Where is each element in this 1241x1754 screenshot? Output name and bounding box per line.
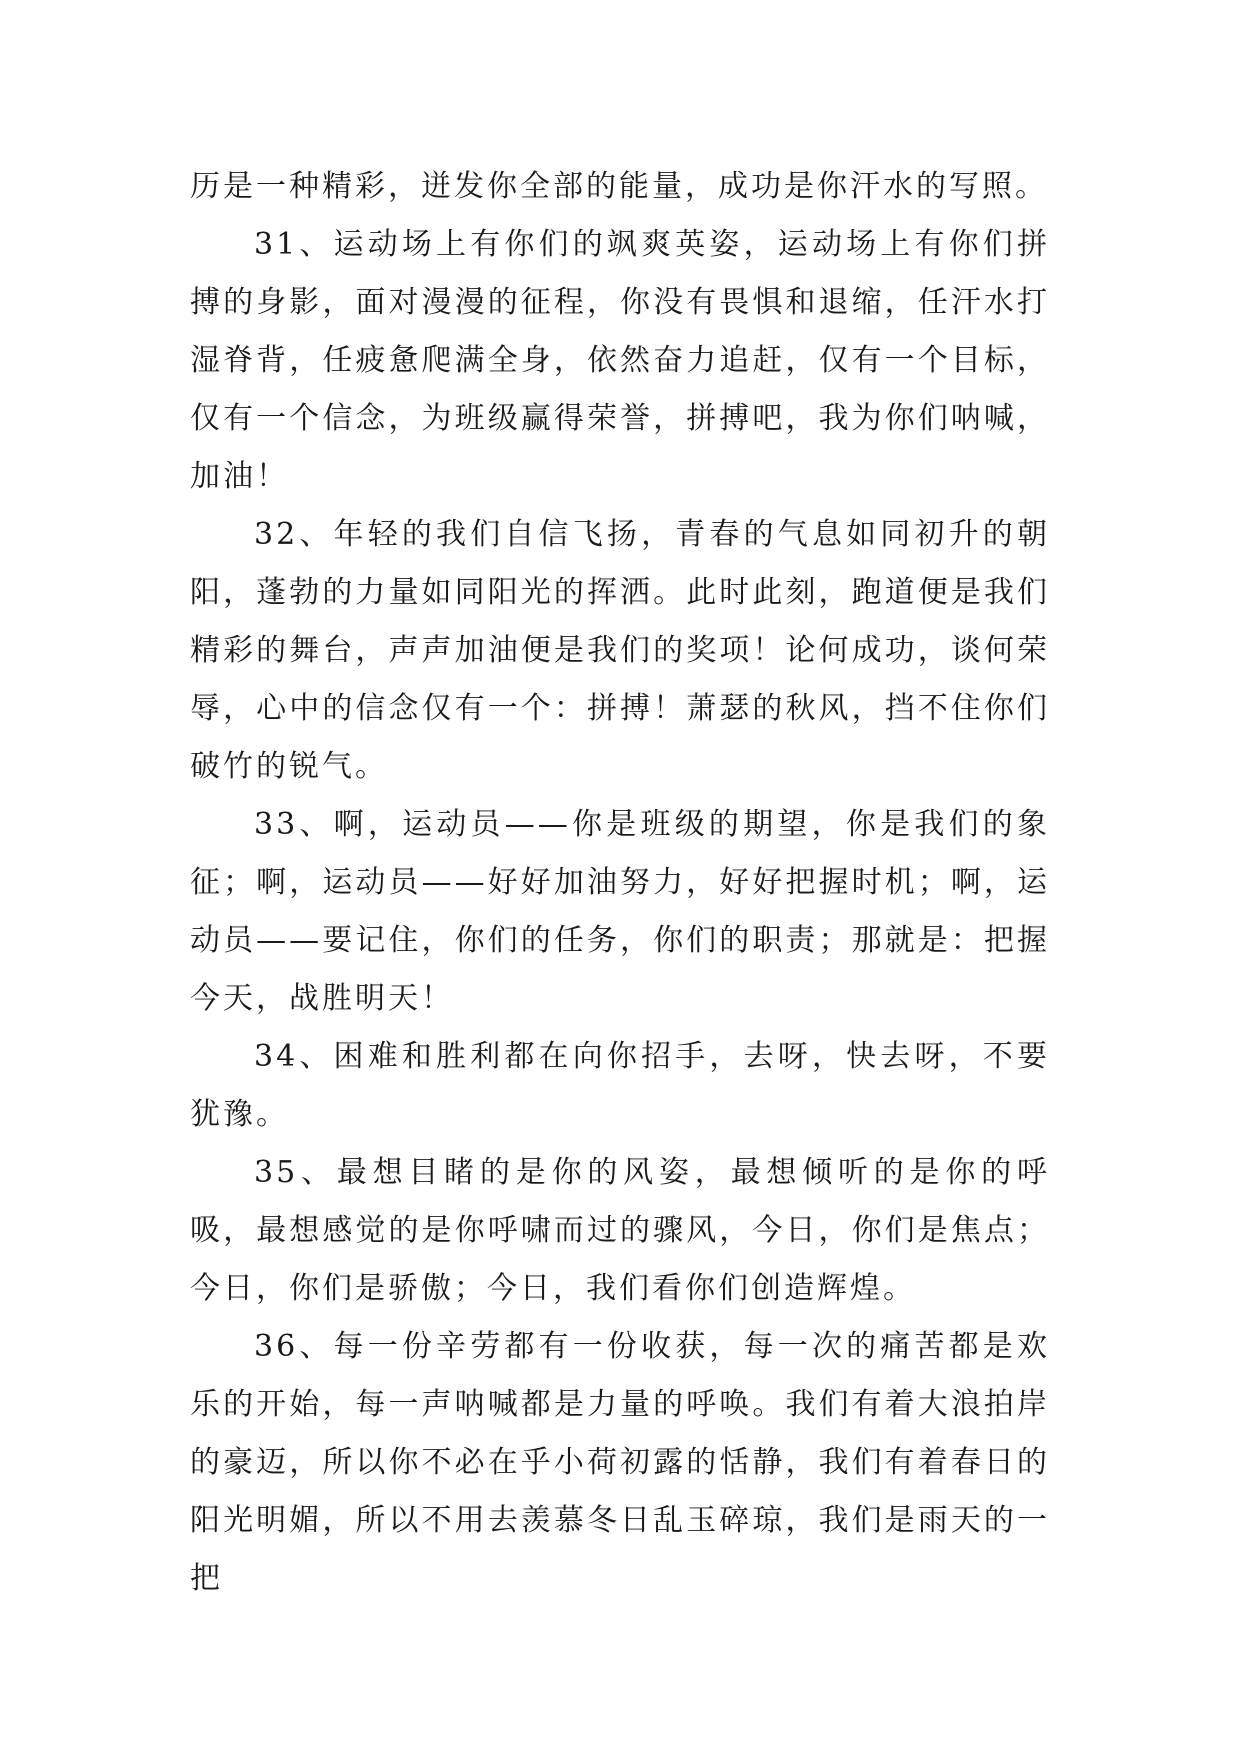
paragraph-35: 35、最想目睹的是你的风姿，最想倾听的是你的呼吸，最想感觉的是你呼啸而过的骤风，今日，你们是焦点；今日，你们是骄傲；今日，我们看你们创造辉煌。 [190, 1155, 1050, 1306]
paragraph-32: 32、年轻的我们自信飞扬，青春的气息如同初升的朝阳，蓬勃的力量如同阳光的挥洒。此时此刻，跑道便是我们精彩的舞台，声声加油便是我们的奖项！论何成功，谈何荣辱，心中的信念仅有一个：拼搏！萧瑟的秋风，挡不住你们破竹的锐气。 [190, 517, 1050, 784]
paragraph-33: 33、啊，运动员——你是班级的期望，你是我们的象征；啊，运动员——好好加油努力，好好把握时机；啊，运动员——要记住，你们的任务，你们的职责；那就是：把握今天，战胜明天！ [190, 807, 1050, 1016]
document-body [190, 158, 1050, 1608]
paragraph-31: 31、运动场上有你们的飒爽英姿，运动场上有你们拼搏的身影，面对漫漫的征程，你没有畏惧和退缩，任汗水打湿脊背，任疲惫爬满全身，依然奋力追赶，仅有一个目标，仅有一个信念，为班级赢得荣誉，拼搏吧，我为你们呐喊，加油！ [190, 227, 1050, 494]
paragraph-36: 36、每一份辛劳都有一份收获，每一次的痛苦都是欢乐的开始，每一声呐喊都是力量的呼唤。我们有着大浪拍岸的豪迈，所以你不必在乎小荷初露的恬静，我们有着春日的阳光明媚，所以不用去羡慕冬日乱玉碎琼，我们是雨天的一把 [190, 1329, 1050, 1596]
paragraph-34: 34、困难和胜利都在向你招手，去呀，快去呀，不要犹豫。 [190, 1039, 1050, 1132]
paragraph-continuation: 历是一种精彩，迸发你全部的能量，成功是你汗水的写照。 [190, 169, 1048, 204]
